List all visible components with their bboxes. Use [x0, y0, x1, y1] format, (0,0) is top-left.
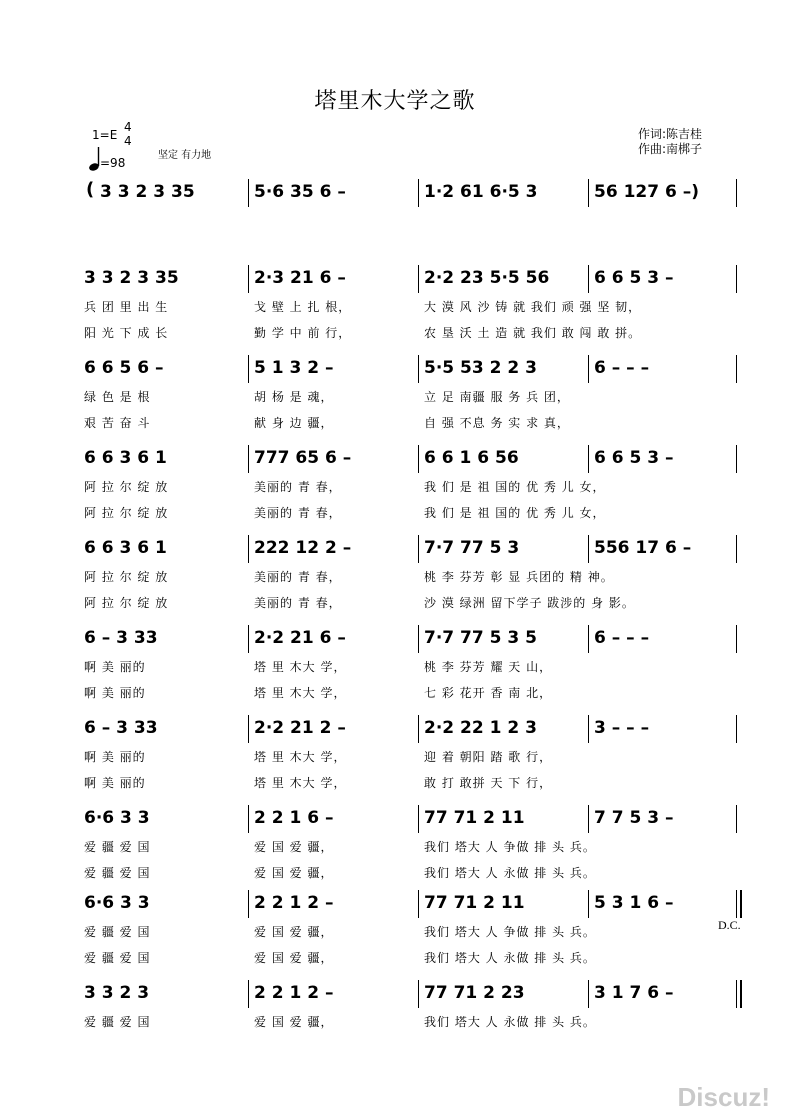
measure: 2·2 21 6 –	[254, 628, 346, 648]
barline	[248, 625, 249, 653]
lyric-segment: 啊 美 丽的	[84, 776, 146, 790]
measure: 7·7 77 5 3	[424, 538, 520, 558]
barline	[248, 355, 249, 383]
lyric-segment: 阿 拉 尔 绽 放	[84, 506, 169, 520]
score-system	[0, 532, 790, 562]
measure: 6 6 1 6 56	[424, 448, 519, 468]
barline	[248, 715, 249, 743]
watermark: Discuz!	[677, 1082, 770, 1112]
barline	[418, 625, 419, 653]
measure: 1·2 61 6·5 3	[424, 182, 538, 202]
lyric-segment: 我们 塔大 人 永做 排 头 兵。	[424, 1015, 596, 1029]
barline	[736, 535, 737, 563]
lyricist: 作词:陈吉桂	[638, 127, 703, 141]
lyric-segment: 阿 拉 尔 绽 放	[84, 596, 169, 610]
score-system	[0, 712, 790, 742]
lyric-segment: 艰 苦 奋 斗	[84, 416, 151, 430]
barline	[588, 179, 589, 207]
measure: 5 1 3 2 –	[254, 358, 334, 378]
lyric-segment: 爱 国 爱 疆，	[254, 1015, 334, 1029]
measure: 6 – 3 33	[84, 718, 158, 738]
barline	[418, 179, 419, 207]
barline	[588, 980, 589, 1008]
composer: 作曲:南梆子	[638, 142, 703, 156]
measure: 56 127 6 –)	[594, 182, 699, 202]
lyric-segment: 桃 李 芬芳 彰 显 兵团的 精 神。	[424, 570, 614, 584]
barline	[418, 805, 419, 833]
lyric-segment: 啊 美 丽的	[84, 660, 146, 674]
measure: 6 6 5 3 –	[594, 448, 674, 468]
lyric-segment: 爱 疆 爱 国	[84, 925, 151, 939]
lyric-segment: 沙 漠 绿洲 留下学子 跋涉的 身 影。	[424, 596, 635, 610]
measure: 7 7 5 3 –	[594, 808, 674, 828]
measure: 6·6 3 3	[84, 808, 150, 828]
measure: 6 6 5 3 –	[594, 268, 674, 288]
lyric-line	[0, 949, 790, 969]
measure: 2 2 1 6 –	[254, 808, 334, 828]
lyric-segment: 爱 国 爱 疆，	[254, 925, 334, 939]
measure: 2·2 21 2 –	[254, 718, 346, 738]
measure: 6 6 3 6 1	[84, 538, 167, 558]
song-title: 塔里木大学之歌	[314, 89, 476, 114]
lyric-segment: 我们 塔大 人 永做 排 头 兵。	[424, 866, 596, 880]
barline	[248, 805, 249, 833]
lyric-segment: 爱 疆 爱 国	[84, 866, 151, 880]
lyric-line	[0, 298, 790, 318]
credits	[638, 127, 702, 157]
lyric-segment: 我们 塔大 人 永做 排 头 兵。	[424, 951, 596, 965]
measure: 6·6 3 3	[84, 893, 150, 913]
measure: 6 – – –	[594, 628, 650, 648]
barline	[736, 890, 737, 918]
score-system	[0, 622, 790, 652]
score-system	[0, 887, 790, 917]
measure: 2 2 1 2 –	[254, 983, 334, 1003]
lyric-segment: 桃 李 芬芳 耀 天 山，	[424, 660, 553, 674]
lyric-line	[0, 504, 790, 524]
lyric-segment: 迎 着 朝阳 踏 歌 行，	[424, 750, 553, 764]
barline	[588, 625, 589, 653]
final-barline	[740, 890, 742, 918]
barline	[418, 355, 419, 383]
barline	[588, 445, 589, 473]
barline	[736, 805, 737, 833]
final-barline	[740, 980, 742, 1008]
lyric-segment: 爱 疆 爱 国	[84, 1015, 151, 1029]
tempo-marking: =98	[100, 156, 126, 170]
barline	[588, 265, 589, 293]
measure: 77 71 2 11	[424, 893, 525, 913]
lyric-line	[0, 1013, 790, 1033]
lyric-segment: 我们 塔大 人 争做 排 头 兵。	[424, 925, 596, 939]
barline	[588, 715, 589, 743]
barline	[736, 445, 737, 473]
barline	[736, 980, 737, 1008]
lyric-segment: 敢 打 敢拼 天 下 行，	[424, 776, 553, 790]
lyric-segment: 爱 国 爱 疆，	[254, 951, 334, 965]
barline	[248, 980, 249, 1008]
score-system	[0, 802, 790, 832]
lyric-segment: 阿 拉 尔 绽 放	[84, 480, 169, 494]
barline	[588, 355, 589, 383]
measure: 222 12 2 –	[254, 538, 352, 558]
measure: 3 1 7 6 –	[594, 983, 674, 1003]
barline	[736, 265, 737, 293]
lyric-segment: 塔 里 木大 学，	[254, 660, 347, 674]
measure: 3 3 2 3 35	[84, 268, 179, 288]
lyric-line	[0, 864, 790, 884]
time-signature-bottom: 4	[124, 134, 132, 148]
barline	[248, 445, 249, 473]
score-system	[0, 176, 790, 206]
measure: 5·6 35 6 –	[254, 182, 346, 202]
lyric-segment: 我 们 是 祖 国的 优 秀 儿 女，	[424, 480, 606, 494]
lyric-line	[0, 684, 790, 704]
measure: 2·2 23 5·5 56	[424, 268, 550, 288]
barline	[248, 265, 249, 293]
lyric-line	[0, 838, 790, 858]
barline	[588, 890, 589, 918]
barline	[418, 980, 419, 1008]
barline	[248, 179, 249, 207]
measure: 2 2 1 2 –	[254, 893, 334, 913]
lyric-line	[0, 923, 790, 943]
measure: 6 6 5 6 –	[84, 358, 164, 378]
lyric-segment: 胡 杨 是 魂，	[254, 390, 334, 404]
lyric-segment: 爱 疆 爱 国	[84, 951, 151, 965]
measure: 5·5 53 2 2 3	[424, 358, 537, 378]
lyric-line	[0, 774, 790, 794]
lyric-line	[0, 658, 790, 678]
measure: 77 71 2 23	[424, 983, 525, 1003]
measure: 3 3 2 3	[84, 983, 150, 1003]
lyric-line	[0, 324, 790, 344]
dc-mark: D.C.	[718, 918, 741, 932]
lyric-segment: 戈 壁 上 扎 根，	[254, 300, 352, 314]
lyric-line	[0, 388, 790, 408]
score-system	[0, 442, 790, 472]
measure: 6 – 3 33	[84, 628, 158, 648]
measure: 77 71 2 11	[424, 808, 525, 828]
lyric-segment: 勤 学 中 前 行，	[254, 326, 352, 340]
time-signature	[124, 120, 132, 148]
barline	[736, 625, 737, 653]
barline	[248, 535, 249, 563]
key-signature: 1=E	[92, 128, 118, 142]
lyric-segment: 啊 美 丽的	[84, 750, 146, 764]
measure: 2·2 22 1 2 3	[424, 718, 537, 738]
measure: 5 3 1 6 –	[594, 893, 674, 913]
lyric-segment: 农 垦 沃 土 造 就 我们 敢 闯 敢 拼。	[424, 326, 642, 340]
lyric-segment: 阳 光 下 成 长	[84, 326, 169, 340]
lyric-segment: 爱 疆 爱 国	[84, 840, 151, 854]
barline	[736, 355, 737, 383]
barline	[418, 445, 419, 473]
time-signature-top: 4	[124, 120, 132, 134]
measure: 777 65 6 –	[254, 448, 352, 468]
lyric-line	[0, 414, 790, 434]
barline	[418, 715, 419, 743]
lyric-segment: 塔 里 木大 学，	[254, 750, 347, 764]
lyric-segment: 七 彩 花开 香 南 北，	[424, 686, 553, 700]
lyric-segment: 美丽的 青 春，	[254, 480, 342, 494]
lyric-segment: 我们 塔大 人 争做 排 头 兵。	[424, 840, 596, 854]
lyric-segment: 美丽的 青 春，	[254, 596, 342, 610]
lyric-segment: 阿 拉 尔 绽 放	[84, 570, 169, 584]
barline	[248, 890, 249, 918]
expression-marking: 坚定 有力地	[158, 150, 212, 161]
lyric-segment: 立 足 南疆 服 务 兵 团，	[424, 390, 570, 404]
lyric-segment: 绿 色 是 根	[84, 390, 151, 404]
lyric-segment: 啊 美 丽的	[84, 686, 146, 700]
score-system	[0, 977, 790, 1007]
measure: 3 3 2 3 35	[100, 182, 195, 202]
score-system	[0, 352, 790, 382]
lyric-line	[0, 478, 790, 498]
barline	[736, 715, 737, 743]
lyric-segment: 美丽的 青 春，	[254, 570, 342, 584]
intro-paren: (	[86, 179, 95, 200]
lyric-line	[0, 568, 790, 588]
barline	[736, 179, 737, 207]
barline	[418, 265, 419, 293]
measure: 556 17 6 –	[594, 538, 692, 558]
measure: 6 6 3 6 1	[84, 448, 167, 468]
measure: 2·3 21 6 –	[254, 268, 346, 288]
measure: 3 – – –	[594, 718, 650, 738]
measure: 6 – – –	[594, 358, 650, 378]
lyric-line	[0, 748, 790, 768]
lyric-segment: 自 强 不息 务 实 求 真，	[424, 416, 570, 430]
lyric-line	[0, 594, 790, 614]
barline	[588, 535, 589, 563]
lyric-segment: 献 身 边 疆，	[254, 416, 334, 430]
lyric-segment: 大 漠 风 沙 铸 就 我们 顽 强 坚 韧，	[424, 300, 642, 314]
barline	[588, 805, 589, 833]
score-system	[0, 262, 790, 292]
lyric-segment: 塔 里 木大 学，	[254, 686, 347, 700]
lyric-segment: 爱 国 爱 疆，	[254, 840, 334, 854]
measure: 7·7 77 5 3 5	[424, 628, 537, 648]
lyric-segment: 爱 国 爱 疆，	[254, 866, 334, 880]
lyric-segment: 美丽的 青 春，	[254, 506, 342, 520]
lyric-segment: 兵 团 里 出 生	[84, 300, 169, 314]
barline	[418, 535, 419, 563]
lyric-segment: 我 们 是 祖 国的 优 秀 儿 女，	[424, 506, 606, 520]
barline	[418, 890, 419, 918]
lyric-segment: 塔 里 木大 学，	[254, 776, 347, 790]
